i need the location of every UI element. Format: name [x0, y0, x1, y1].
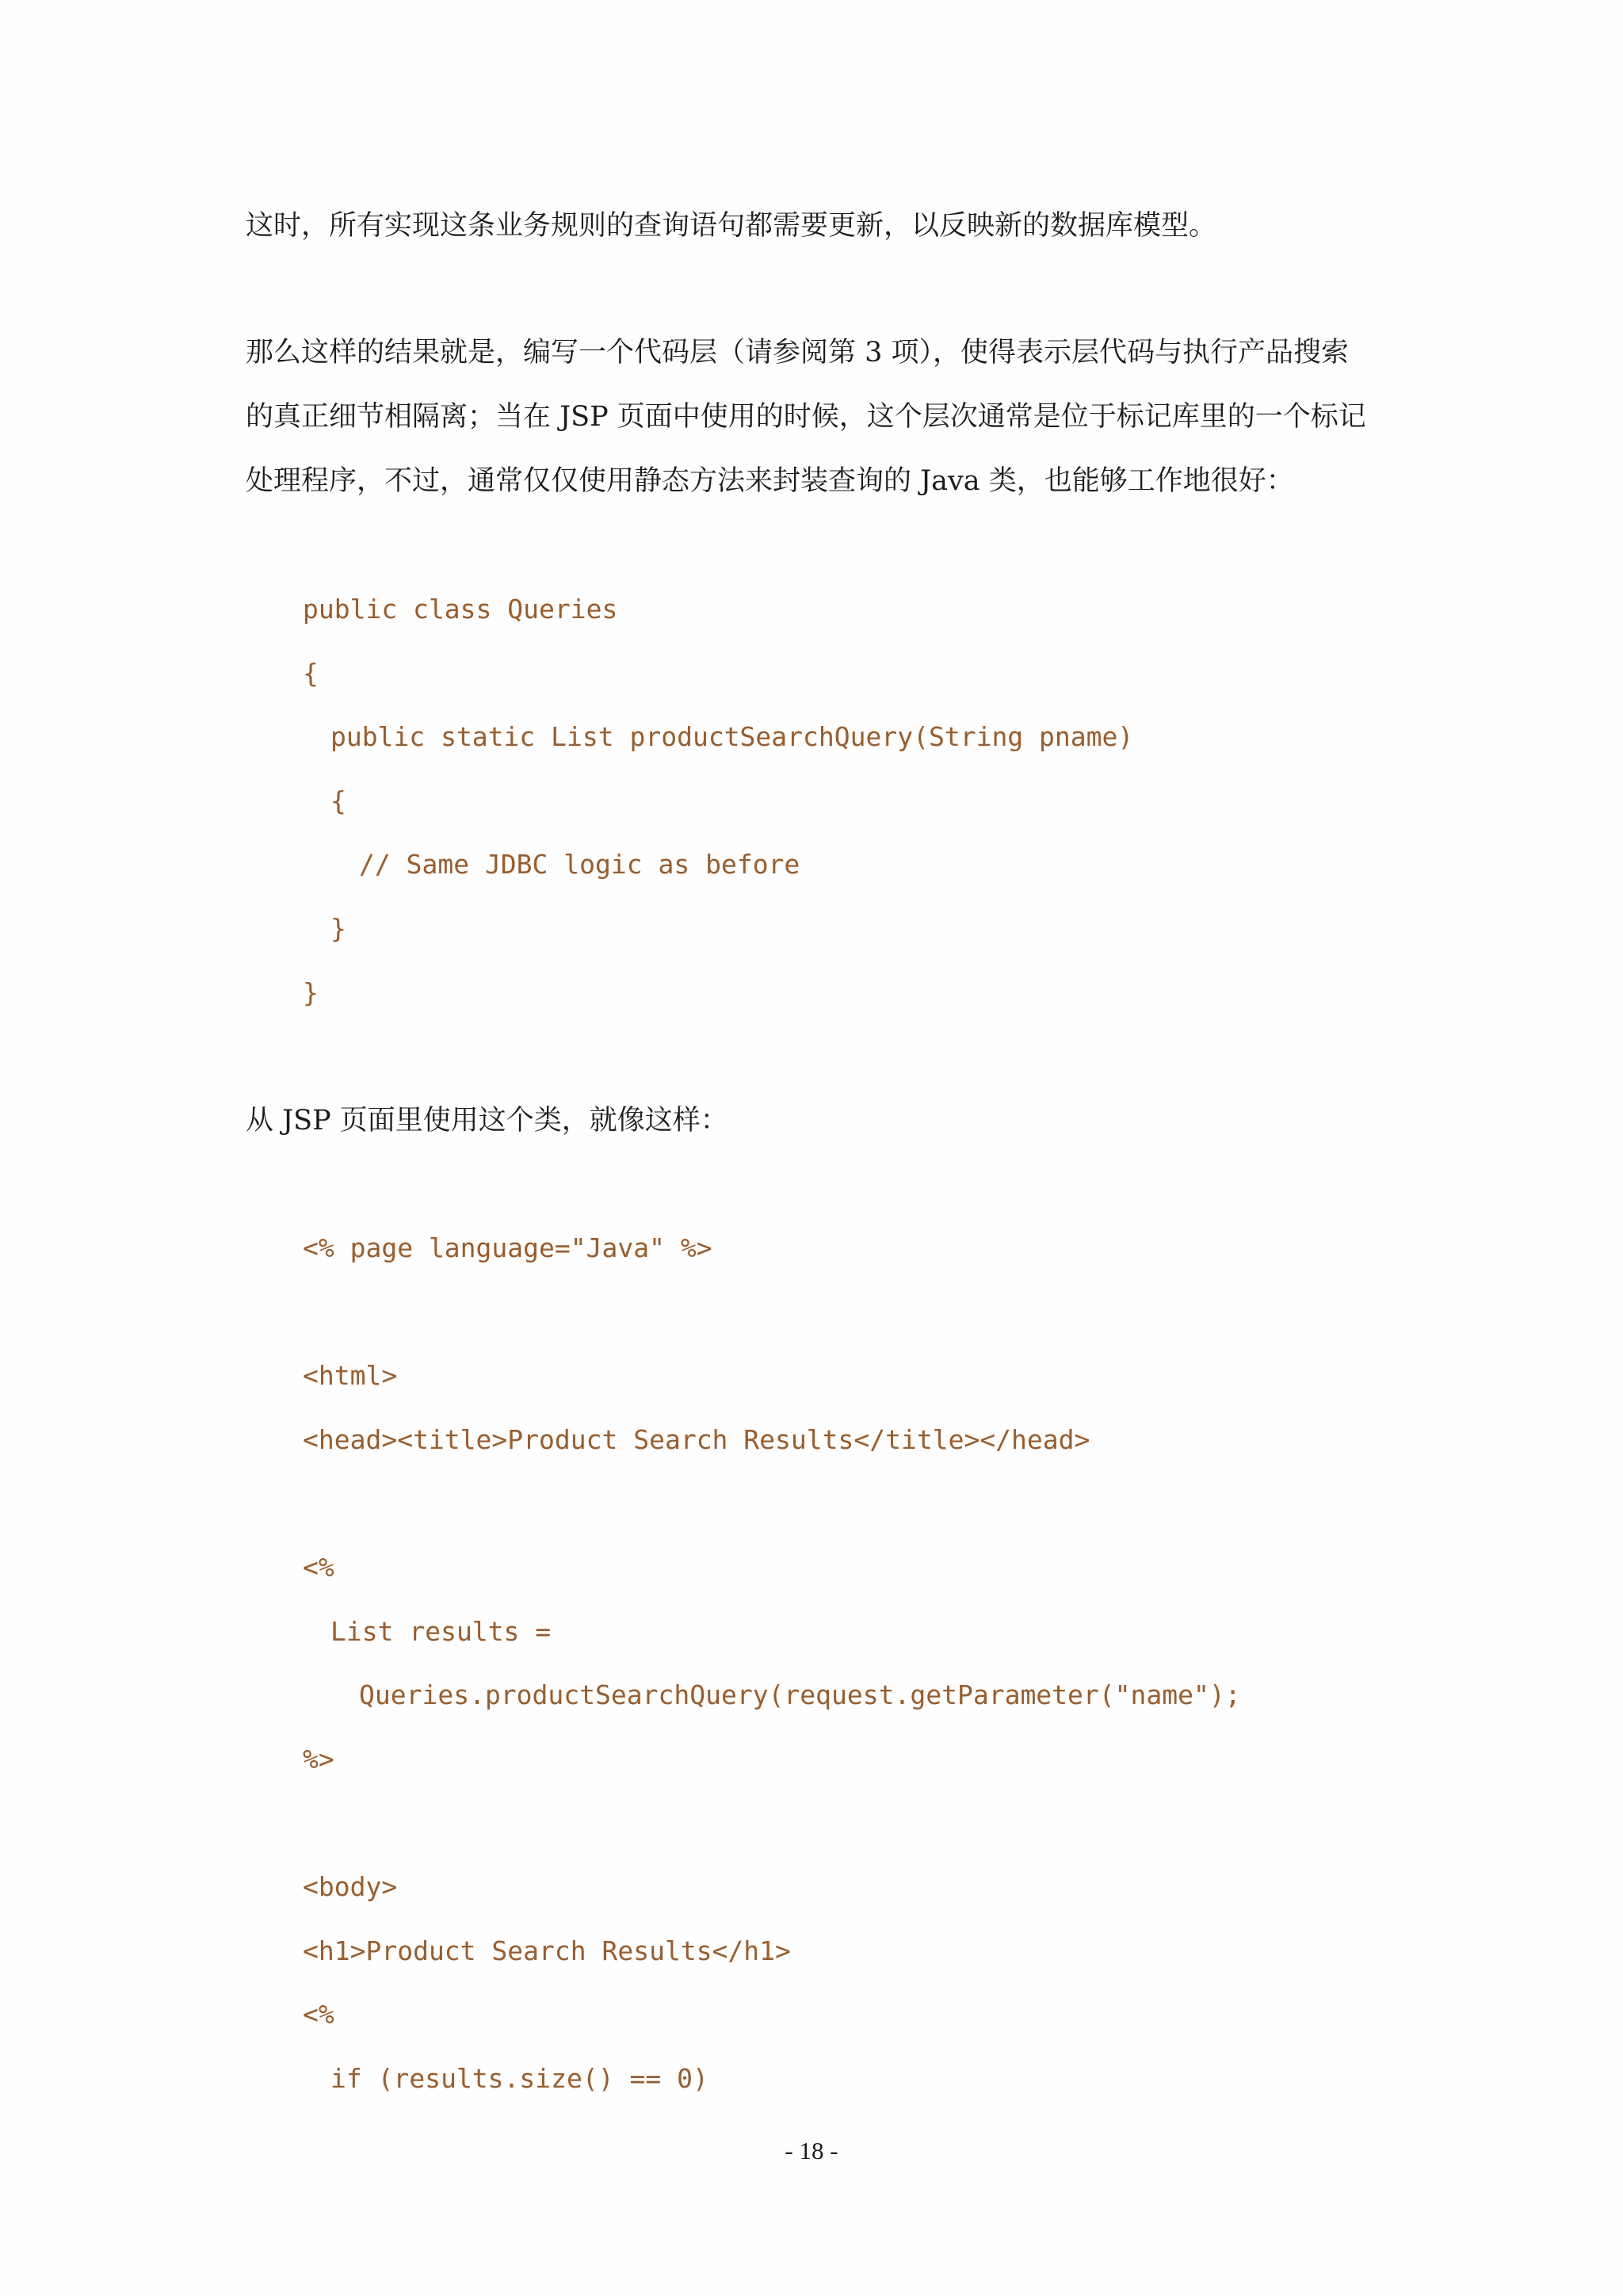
code-line: Queries.productSearchQuery(request.getParameter("name"); [359, 1679, 1241, 1710]
code-line: } [303, 977, 319, 1008]
code-line: <% page language="Java" %> [303, 1232, 712, 1263]
code-line: if (results.size() == 0) [330, 2063, 708, 2094]
paragraph-code-layer-line-3: 处理程序，不过，通常仅仅使用静态方法来封装查询的 Java 类，也能够工作地很好： [246, 465, 1294, 497]
paragraph-query-update: 这时，所有实现这条业务规则的查询语句都需要更新，以反映新的数据库模型。 [246, 210, 1217, 242]
paragraph-jsp-usage: 从 JSP 页面里使用这个类，就像这样： [246, 1105, 728, 1137]
code-line: // Same JDBC logic as before [359, 849, 800, 880]
code-line: <html> [303, 1360, 398, 1391]
code-line: <h1>Product Search Results</h1> [303, 1935, 791, 1966]
code-line: { [330, 785, 346, 816]
code-line: public static List productSearchQuery(String pname) [330, 721, 1134, 752]
code-line: %> [303, 1744, 334, 1775]
code-line: List results = [330, 1616, 552, 1647]
code-line: } [330, 913, 346, 944]
code-line: <body> [303, 1871, 398, 1902]
code-line: <head><title>Product Search Results</title></head> [303, 1424, 1090, 1455]
paragraph-code-layer-line-2: 的真正细节相隔离；当在 JSP 页面中使用的时候，这个层次通常是位于标记库里的一个标记 [246, 401, 1366, 433]
code-line: { [303, 658, 319, 689]
page-number: - 18 - [785, 2137, 838, 2164]
code-line: <% [303, 1999, 334, 2030]
paragraph-code-layer-line-1: 那么这样的结果就是，编写一个代码层（请参阅第 3 项），使得表示层代码与执行产品搜索 [246, 337, 1350, 369]
code-line: <% [303, 1552, 334, 1583]
code-line: public class Queries [303, 594, 618, 625]
